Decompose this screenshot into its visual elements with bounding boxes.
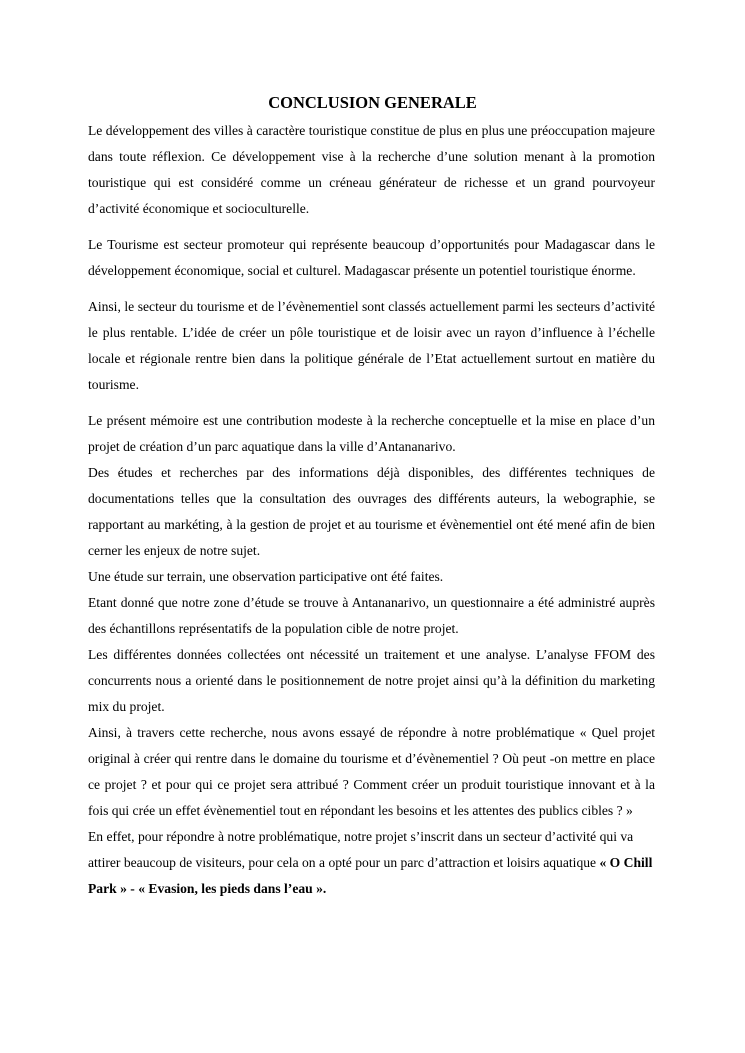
paragraph-5: Des études et recherches par des informations déjà disponibles, des différentes techniques de documentations telles que la consultation des ouvrages des différents auteurs, la webographie, se rapportant au markéting, à la gestion de projet et au tourisme et évènementiel ont été mené afin de bien cerner les enjeux de notre sujet. <box>88 465 655 558</box>
final-text: En effet, pour répondre à notre problématique, notre projet s’inscrit dans un secteur d’activité qui va attirer beaucoup de visiteurs, pour cela on a opté pour un parc d’attraction et loisirs aquatique <box>88 829 634 870</box>
final-bold-text: « O Chill Park » - « Evasion, les pieds dans l’eau ». <box>88 855 653 896</box>
paragraph-8: Les différentes données collectées ont nécessité un traitement et une analyse. L’analyse FFOM des concurrents nous a orienté dans le positionnement de notre projet ainsi qu’à la définition du marketing mix du projet. <box>88 647 655 714</box>
paragraph-7: Etant donné que notre zone d’étude se trouve à Antananarivo, un questionnaire a été administré auprès des échantillons représentatifs de la population cible de notre projet. <box>88 595 655 636</box>
paragraph-4: Le présent mémoire est une contribution modeste à la recherche conceptuelle et la mise en place d’un projet de création d’un parc aquatique dans la ville d’Antananarivo. <box>88 413 655 454</box>
body-text <box>88 118 655 902</box>
paragraph-final <box>88 824 655 902</box>
paragraph-6: Une étude sur terrain, une observation participative ont été faites. <box>88 569 444 584</box>
paragraph-1: Le développement des villes à caractère touristique constitue de plus en plus une préoccupation majeure dans toute réflexion. Ce développement vise à la recherche d’une solution menant à la promotion touristique qui est considéré comme un créneau générateur de richesse et un grand pourvoyeur d’activité économique et socioculturelle. <box>88 123 655 216</box>
page-title: CONCLUSION GENERALE <box>268 93 477 112</box>
paragraph-9: Ainsi, à travers cette recherche, nous avons essayé de répondre à notre problématique « Quel projet original à créer qui rentre dans le domaine du tourisme et d’évènementiel ? Où peut -on mettre en place ce projet ? et pour qui ce projet sera attribué ? Comment créer un produit touristique innovant et à la fois qui crée un effet évènementiel tout en répondant les besoins et les attentes des publics cibles ? » <box>88 725 655 818</box>
paragraph-2: Le Tourisme est secteur promoteur qui représente beaucoup d’opportunités pour Madagascar dans le développement économique, social et culturel. Madagascar présente un potentiel touristique énorme. <box>88 237 655 278</box>
paragraph-3: Ainsi, le secteur du tourisme et de l’évènementiel sont classés actuellement parmi les secteurs d’activité le plus rentable. L’idée de créer un pôle touristique et de loisir avec un rayon d’influence à l’échelle locale et régionale rentre bien dans la politique générale de l’Etat actuellement surtout en matière du tourisme. <box>88 299 655 392</box>
